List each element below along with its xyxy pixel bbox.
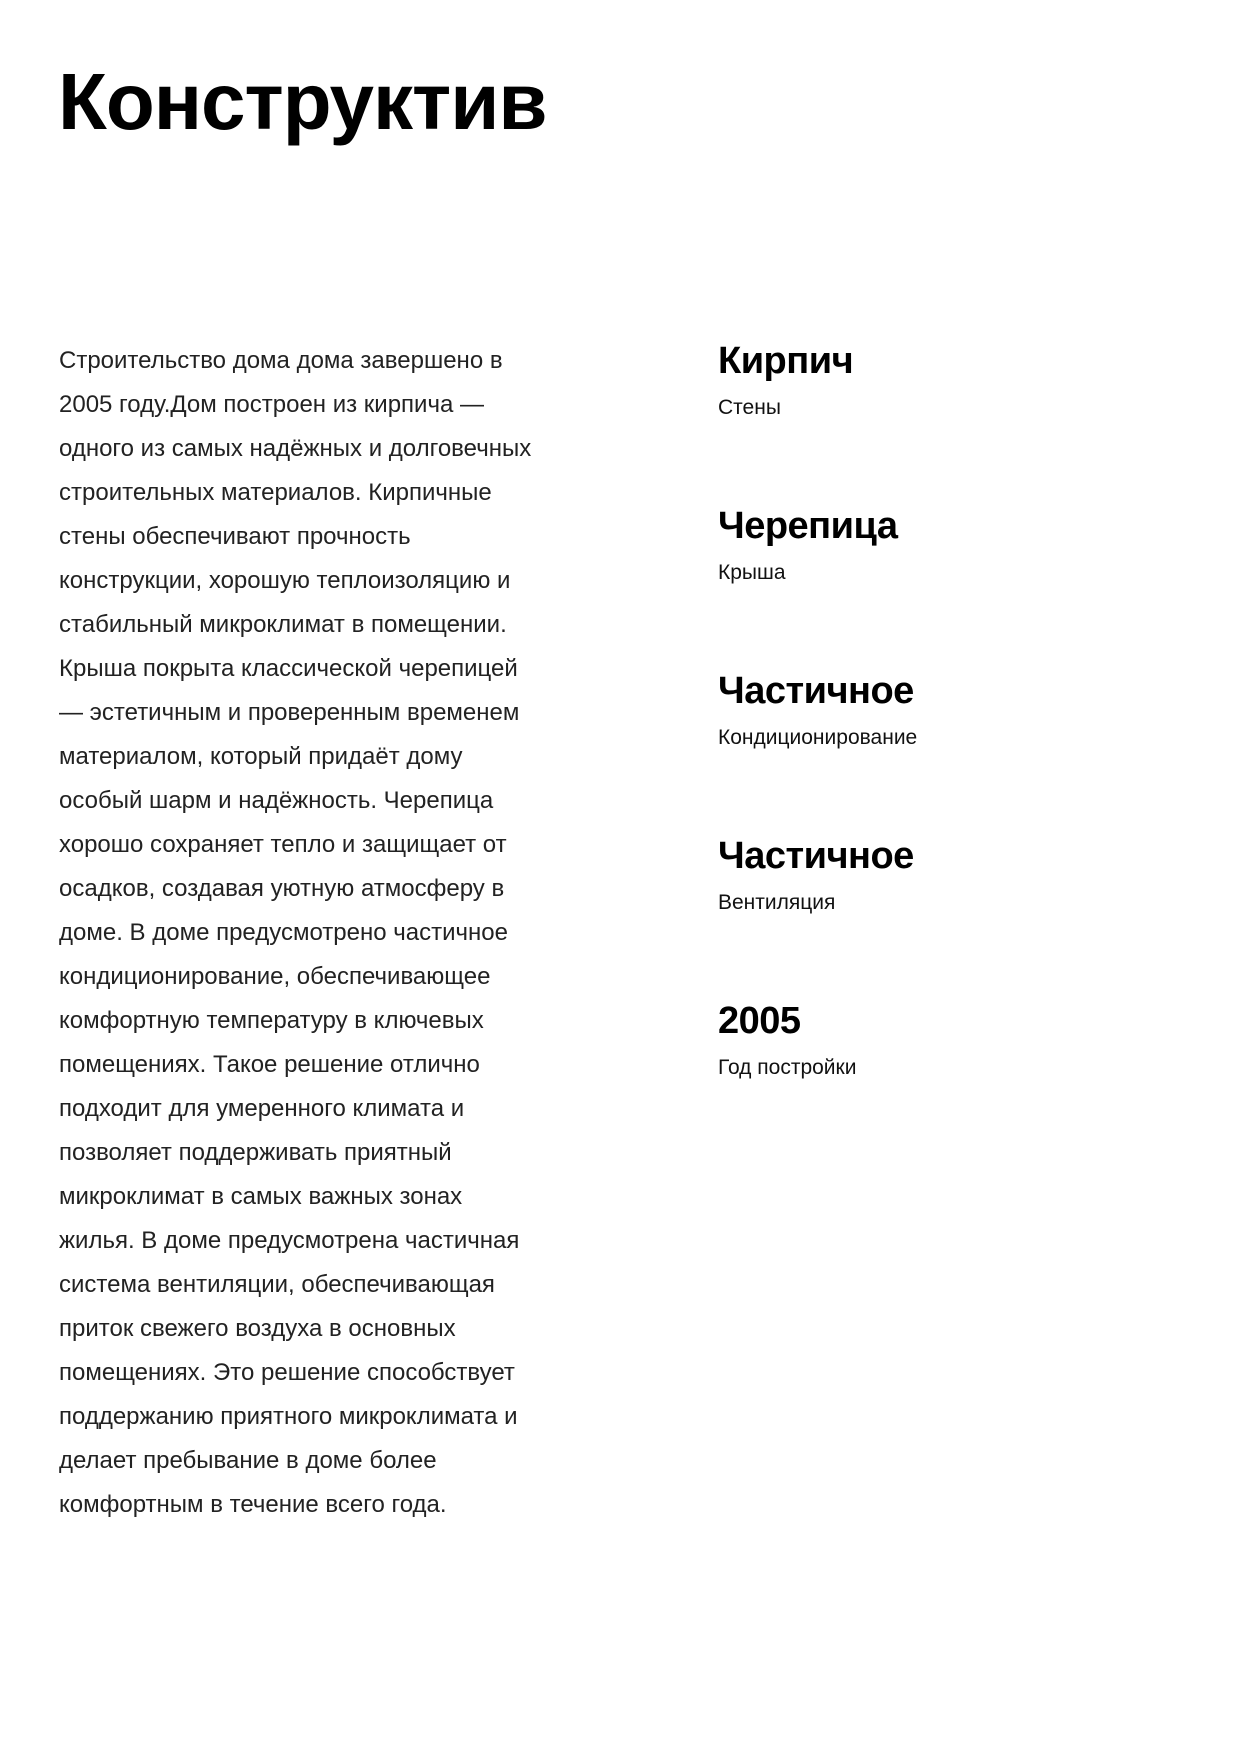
description-line: осадков, создавая уютную атмосферу в bbox=[59, 875, 505, 902]
spec-walls bbox=[718, 335, 1198, 500]
spec-value: Черепица bbox=[718, 505, 898, 547]
description-line: 2005 году.Дом построен из кирпича — bbox=[59, 391, 484, 418]
description-line: особый шарм и надёжность. Черепица bbox=[59, 787, 494, 814]
description-text bbox=[59, 339, 599, 1527]
description-line: Крыша покрыта классической черепицей bbox=[59, 655, 518, 682]
description-line: система вентиляции, обеспечивающая bbox=[59, 1271, 495, 1298]
spec-ventilation bbox=[718, 830, 1198, 995]
spec-label: Вентиляция bbox=[718, 891, 836, 914]
description-line: приток свежего воздуха в основных bbox=[59, 1315, 456, 1342]
description-line: стабильный микроклимат в помещении. bbox=[59, 611, 507, 638]
description-line: делает пребывание в доме более bbox=[59, 1447, 437, 1474]
description-line: материалом, который придаёт дому bbox=[59, 743, 463, 770]
spec-value: 2005 bbox=[718, 1000, 801, 1042]
description-line: комфортную температуру в ключевых bbox=[59, 1007, 484, 1034]
description-line: помещениях. Это решение способствует bbox=[59, 1359, 515, 1386]
description-line: стены обеспечивают прочность bbox=[59, 523, 411, 550]
specs-list bbox=[718, 335, 1198, 1160]
spec-label: Стены bbox=[718, 396, 781, 419]
description-line: жилья. В доме предусмотрена частичная bbox=[59, 1227, 520, 1254]
description-line: позволяет поддерживать приятный bbox=[59, 1139, 452, 1166]
description-line: Строительство дома дома завершено в bbox=[59, 347, 503, 374]
page-title: Конструктив bbox=[58, 57, 547, 146]
description-line: хорошо сохраняет тепло и защищает от bbox=[59, 831, 507, 858]
description-line: микроклимат в самых важных зонах bbox=[59, 1183, 463, 1210]
spec-build-year bbox=[718, 995, 1198, 1160]
description-line: комфортным в течение всего года. bbox=[59, 1491, 447, 1518]
spec-air-conditioning bbox=[718, 665, 1198, 830]
description-line: одного из самых надёжных и долговечных bbox=[59, 435, 532, 462]
description-line: конструкции, хорошую теплоизоляцию и bbox=[59, 567, 511, 594]
description-line: доме. В доме предусмотрено частичное bbox=[59, 919, 508, 946]
spec-label: Кондиционирование bbox=[718, 726, 918, 749]
description-line: строительных материалов. Кирпичные bbox=[59, 479, 492, 506]
description-line: помещениях. Такое решение отлично bbox=[59, 1051, 480, 1078]
spec-label: Год постройки bbox=[718, 1056, 857, 1079]
spec-label: Крыша bbox=[718, 561, 786, 584]
spec-value: Частичное bbox=[718, 670, 914, 712]
spec-value: Частичное bbox=[718, 835, 914, 877]
description-line: — эстетичным и проверенным временем bbox=[59, 699, 520, 726]
spec-value: Кирпич bbox=[718, 340, 854, 382]
description-line: кондиционирование, обеспечивающее bbox=[59, 963, 491, 990]
description-line: поддержанию приятного микроклимата и bbox=[59, 1403, 518, 1430]
description-line: подходит для умеренного климата и bbox=[59, 1095, 465, 1122]
spec-roof bbox=[718, 500, 1198, 665]
